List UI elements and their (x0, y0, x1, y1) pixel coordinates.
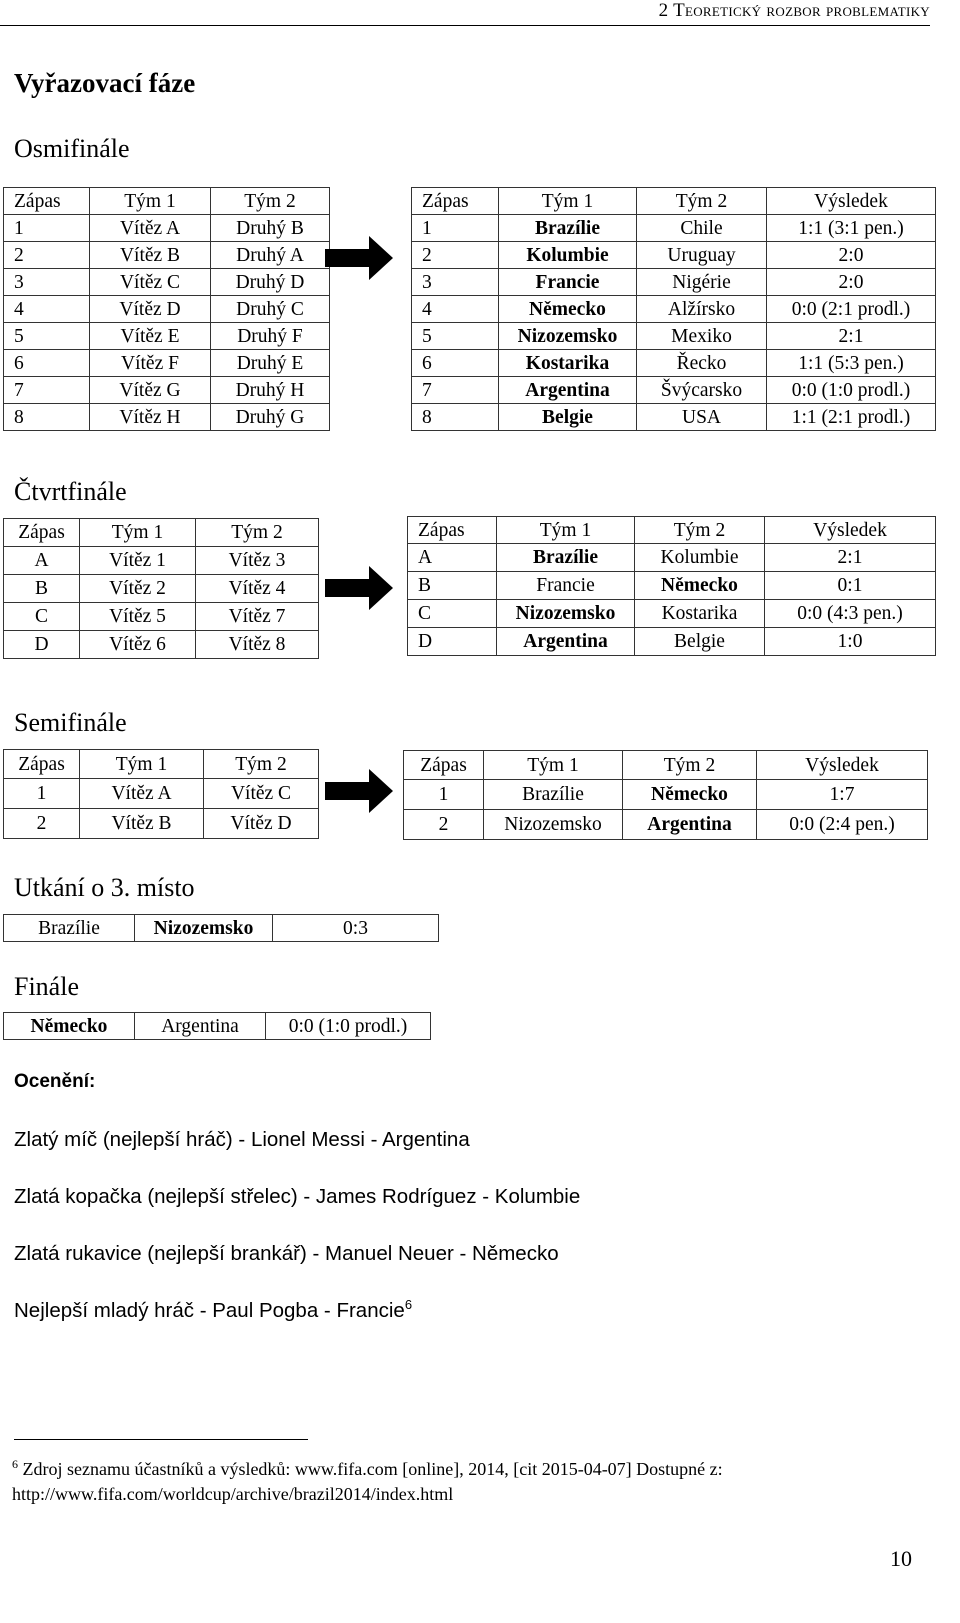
table-row (412, 296, 936, 323)
semifinals-heading: Semifinále (14, 708, 127, 737)
table-cell: Belgie (499, 404, 637, 431)
table-cell: Chile (637, 215, 767, 242)
page-number: 10 (890, 1546, 912, 1571)
table-cell: Kostarika (499, 350, 637, 377)
running-header (659, 0, 930, 22)
table-cell: B (4, 575, 80, 603)
arrow-right-icon (325, 566, 393, 610)
table-cell: 5 (4, 323, 90, 350)
table-row (4, 269, 330, 296)
table-cell: Vítěz B (80, 809, 204, 839)
table-cell: Francie (497, 572, 635, 600)
table-cell: Německo (623, 780, 757, 810)
table-cell: Belgie (635, 628, 765, 656)
third-place-team-2: Nizozemsko (135, 915, 273, 942)
table-cell: 6 (4, 350, 90, 377)
column-header: Tým 1 (80, 519, 196, 547)
column-header: Tým 1 (90, 188, 211, 215)
table-cell: Vítěz E (90, 323, 211, 350)
table-row (4, 809, 319, 839)
column-header: Tým 2 (623, 751, 757, 780)
round-of-16-results-table (411, 187, 936, 431)
column-header: Tým 1 (499, 188, 637, 215)
table-row (408, 544, 936, 572)
table-cell: Druhý E (211, 350, 330, 377)
table-row (4, 323, 330, 350)
table-cell: 6 (412, 350, 499, 377)
table-cell: Argentina (623, 810, 757, 840)
table-row (4, 779, 319, 809)
table-cell: Kolumbie (499, 242, 637, 269)
table-row (4, 296, 330, 323)
table-cell: 0:0 (2:1 prodl.) (767, 296, 936, 323)
column-header: Výsledek (757, 751, 928, 780)
table-cell: 8 (4, 404, 90, 431)
table-cell: Vítěz 7 (196, 603, 319, 631)
table-cell: Vítěz F (90, 350, 211, 377)
table-row (408, 628, 936, 656)
table-header-row (412, 188, 936, 215)
table-cell: D (408, 628, 497, 656)
table-cell: Švýcarsko (637, 377, 767, 404)
table-cell: 1:1 (5:3 pen.) (767, 350, 936, 377)
table-cell: 2:1 (767, 323, 936, 350)
table-cell: Brazílie (499, 215, 637, 242)
table-cell: Nizozemsko (484, 810, 623, 840)
semifinals-results-table (403, 750, 928, 840)
table-cell: Vítěz 6 (80, 631, 196, 659)
award-best-young-player (14, 1299, 412, 1323)
quarterfinals-plan-table (3, 518, 319, 659)
final-score: 0:0 (1:0 prodl.) (266, 1013, 431, 1040)
table-cell: 2 (412, 242, 499, 269)
table-cell: Alžírsko (637, 296, 767, 323)
table-cell: 1:1 (3:1 pen.) (767, 215, 936, 242)
footnote-reference: 6 (404, 1297, 413, 1313)
table-cell: 2 (4, 242, 90, 269)
column-header: Tým 1 (484, 751, 623, 780)
table-cell: 1 (4, 779, 80, 809)
table-cell: Druhý A (211, 242, 330, 269)
table-cell: Vítěz D (204, 809, 319, 839)
page-title: Vyřazovací fáze (14, 68, 196, 98)
table-cell: Vítěz B (90, 242, 211, 269)
award-golden-ball: Zlatý míč (nejlepší hráč) - Lionel Messi - Argentina (14, 1128, 470, 1151)
table-cell: 1 (4, 215, 90, 242)
table-cell: 7 (412, 377, 499, 404)
awards-heading: Ocenění: (14, 1071, 96, 1092)
table-cell: Vítěz D (90, 296, 211, 323)
table-cell: Argentina (497, 628, 635, 656)
table-cell: Uruguay (637, 242, 767, 269)
table-cell: D (4, 631, 80, 659)
final-table (3, 1012, 431, 1040)
table-cell: 2 (4, 809, 80, 839)
table-cell: Vítěz 3 (196, 547, 319, 575)
table-header-row (408, 517, 936, 544)
table-row (412, 215, 936, 242)
table-cell: Vítěz C (90, 269, 211, 296)
table-row (4, 404, 330, 431)
column-header: Zápas (4, 519, 80, 547)
table-row (408, 572, 936, 600)
table-cell: C (408, 600, 497, 628)
table-cell: Německo (499, 296, 637, 323)
round-of-16-heading: Osmifinále (14, 134, 130, 163)
table-cell: Druhý C (211, 296, 330, 323)
table-cell: Vítěz 4 (196, 575, 319, 603)
final-team-2: Argentina (135, 1013, 266, 1040)
table-cell: 0:0 (1:0 prodl.) (767, 377, 936, 404)
table-header-row (404, 751, 928, 780)
table-cell: Vítěz C (204, 779, 319, 809)
footnote-url[interactable]: http://www.fifa.com/worldcup/archive/brazil2014/index.html (12, 1484, 454, 1504)
table-cell: 2 (404, 810, 484, 840)
column-header: Tým 2 (196, 519, 319, 547)
table-row (4, 603, 319, 631)
table-row (4, 242, 330, 269)
column-header: Výsledek (765, 517, 936, 544)
table-cell: 5 (412, 323, 499, 350)
table-row (4, 631, 319, 659)
column-header: Tým 2 (635, 517, 765, 544)
table-cell: 4 (4, 296, 90, 323)
table-row (404, 780, 928, 810)
table-cell: Vítěz 2 (80, 575, 196, 603)
table-cell: A (408, 544, 497, 572)
table-row (4, 215, 330, 242)
column-header: Zápas (4, 188, 90, 215)
column-header: Zápas (412, 188, 499, 215)
quarterfinals-heading: Čtvrtfinále (14, 477, 127, 506)
table-row (412, 269, 936, 296)
column-header: Zápas (4, 750, 80, 779)
table-cell: Vítěz G (90, 377, 211, 404)
footnote-text: Zdroj seznamu účastníků a výsledků: www.fifa.com [online], 2014, [cit 2015-04-07] Dostupné z: (22, 1459, 723, 1479)
table-cell: 3 (412, 269, 499, 296)
table-cell: Kolumbie (635, 544, 765, 572)
table-row (404, 810, 928, 840)
table-cell: Druhý D (211, 269, 330, 296)
award-golden-glove: Zlatá rukavice (nejlepší brankář) - Manuel Neuer - Německo (14, 1242, 559, 1265)
table-cell: Brazílie (484, 780, 623, 810)
round-of-16-plan-table (3, 187, 330, 431)
table-header-row (4, 750, 319, 779)
table-header-row (4, 188, 330, 215)
table-row (412, 323, 936, 350)
table-cell: Druhý B (211, 215, 330, 242)
table-cell: 2:0 (767, 242, 936, 269)
table-cell: 1:1 (2:1 prodl.) (767, 404, 936, 431)
table-cell: Mexiko (637, 323, 767, 350)
arrow-right-icon (325, 236, 393, 280)
third-place-score: 0:3 (273, 915, 439, 942)
table-cell: Nizozemsko (497, 600, 635, 628)
table-cell: B (408, 572, 497, 600)
table-cell: 8 (412, 404, 499, 431)
final-team-1: Německo (4, 1013, 135, 1040)
award-best-young-player-text: Nejlepší mladý hráč - Paul Pogba - Francie (14, 1299, 405, 1322)
table-cell: Vítěz A (80, 779, 204, 809)
table-row (412, 377, 936, 404)
third-place-heading: Utkání o 3. místo (14, 873, 195, 902)
table-cell: Vítěz 5 (80, 603, 196, 631)
column-header: Tým 2 (211, 188, 330, 215)
table-cell: Druhý G (211, 404, 330, 431)
table-cell: Nizozemsko (499, 323, 637, 350)
table-cell: 1 (404, 780, 484, 810)
table-cell: Francie (499, 269, 637, 296)
quarterfinals-results-table (407, 516, 936, 656)
table-cell: Vítěz H (90, 404, 211, 431)
table-cell: Vítěz 8 (196, 631, 319, 659)
table-row (412, 242, 936, 269)
table-cell: Druhý H (211, 377, 330, 404)
footnote-number: 6 (12, 1457, 18, 1471)
table-cell: 2:1 (765, 544, 936, 572)
column-header: Zápas (404, 751, 484, 780)
table-cell: C (4, 603, 80, 631)
column-header: Zápas (408, 517, 497, 544)
column-header: Tým 1 (80, 750, 204, 779)
table-cell: Nigérie (637, 269, 767, 296)
table-row (4, 915, 439, 942)
column-header: Tým 2 (204, 750, 319, 779)
third-place-team-1: Brazílie (4, 915, 135, 942)
table-cell: 3 (4, 269, 90, 296)
column-header: Tým 2 (637, 188, 767, 215)
running-header-title: 2 Teoretický rozbor problematiky (658, 0, 930, 21)
table-cell: Argentina (499, 377, 637, 404)
arrow-right-icon (325, 769, 393, 813)
table-cell: Vítěz 1 (80, 547, 196, 575)
footnote-divider (14, 1439, 308, 1440)
table-row (412, 350, 936, 377)
table-cell: 4 (412, 296, 499, 323)
table-cell: 0:0 (2:4 pen.) (757, 810, 928, 840)
table-row (412, 404, 936, 431)
table-row (4, 1013, 431, 1040)
semifinals-plan-table (3, 749, 319, 839)
header-divider (0, 25, 930, 26)
table-cell: USA (637, 404, 767, 431)
award-golden-boot: Zlatá kopačka (nejlepší střelec) - James Rodríguez - Kolumbie (14, 1185, 581, 1208)
table-cell: A (4, 547, 80, 575)
table-cell: 0:1 (765, 572, 936, 600)
table-cell: Kostarika (635, 600, 765, 628)
table-cell: Brazílie (497, 544, 635, 572)
third-place-table (3, 914, 439, 942)
table-cell: 1 (412, 215, 499, 242)
footnote (12, 1452, 912, 1507)
table-cell: 2:0 (767, 269, 936, 296)
table-row (4, 547, 319, 575)
table-cell: Německo (635, 572, 765, 600)
table-cell: Vítěz A (90, 215, 211, 242)
table-row (4, 377, 330, 404)
table-cell: 0:0 (4:3 pen.) (765, 600, 936, 628)
table-cell: 1:0 (765, 628, 936, 656)
table-header-row (4, 519, 319, 547)
table-cell: 7 (4, 377, 90, 404)
final-heading: Finále (14, 972, 79, 1001)
table-cell: 1:7 (757, 780, 928, 810)
column-header: Výsledek (767, 188, 936, 215)
table-row (408, 600, 936, 628)
column-header: Tým 1 (497, 517, 635, 544)
table-row (4, 350, 330, 377)
table-cell: Řecko (637, 350, 767, 377)
table-row (4, 575, 319, 603)
table-cell: Druhý F (211, 323, 330, 350)
